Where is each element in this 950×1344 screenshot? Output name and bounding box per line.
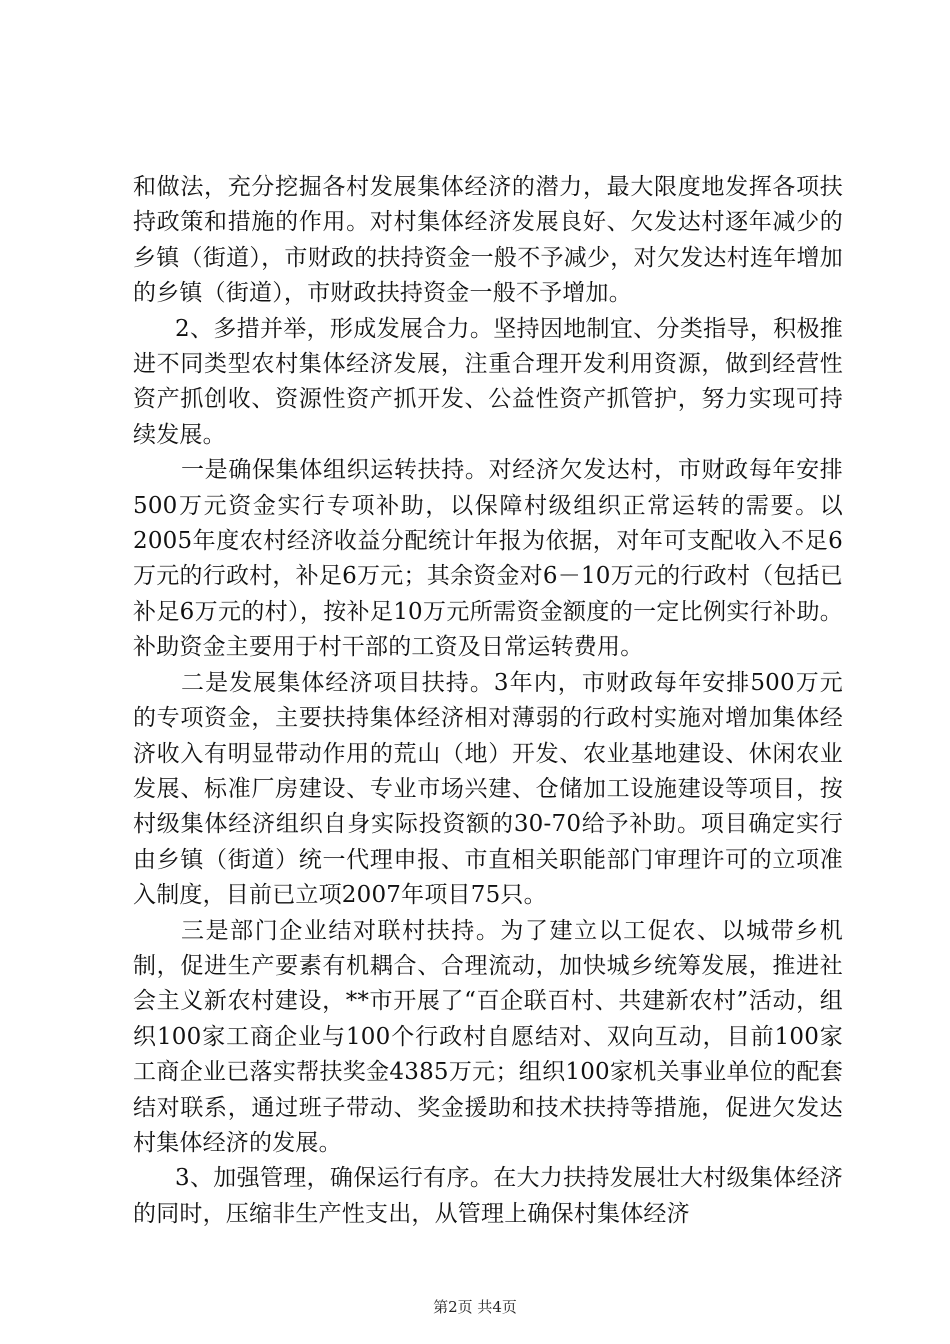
body-text: [133, 170, 843, 1232]
paragraph-continuation: 和做法，充分挖掘各村发展集体经济的潜力，最大限度地发挥各项扶持政策和措施的作用。对村集体经济发展良好、欠发达村逐年减少的乡镇（街道），市财政的扶持资金一般不予减少，对欠发达村连年增加的乡镇（街道），市财政扶持资金一般不予增加。: [133, 174, 843, 307]
page-footer: 第2页 共4页: [433, 1298, 517, 1316]
paragraph-section-3: 3、加强管理，确保运行有序。在大力扶持发展壮大村级集体经济的同时，压缩非生产性支出，从管理上确保村集体经济: [133, 1165, 843, 1227]
paragraph-section-2: 2、多措并举，形成发展合力。坚持因地制宜、分类指导，积极推进不同类型农村集体经济发展，注重合理开发利用资源，做到经营性资产抓创收、资源性资产抓开发、公益性资产抓管护，努力实现可持续发展。: [133, 315, 843, 448]
paragraph-item-1: 一是确保集体组织运转扶持。对经济欠发达村，市财政每年安排500万元资金实行专项补助，以保障村级组织正常运转的需要。以2005年度农村经济收益分配统计年报为依据，对年可支配收入不足6万元的行政村，补足6万元；其余资金对6－10万元的行政村（包括已补足6万元的村），按补足10万元所需资金额度的一定比例实行补助。补助资金主要用于村干部的工资及日常运转费用。: [133, 457, 843, 661]
paragraph-item-3: 三是部门企业结对联村扶持。为了建立以工促农、以城带乡机制，促进生产要素有机耦合、合理流动，加快城乡统筹发展，推进社会主义新农村建设，**市开展了“百企联百村、共建新农村”活动，组织100家工商企业与100个行政村自愿结对、双向互动，目前100家工商企业已落实帮扶奖金4385万元；组织100家机关事业单位的配套结对联系，通过班子带动、奖金援助和技术扶持等措施，促进欠发达村集体经济的发展。: [133, 917, 843, 1156]
paragraph-item-2: 二是发展集体经济项目扶持。3年内，市财政每年安排500万元的专项资金，主要扶持集体经济相对薄弱的行政村实施对增加集体经济收入有明显带动作用的荒山（地）开发、农业基地建设、休闲农业发展、标准厂房建设、专业市场兴建、仓储加工设施建设等项目，按村级集体经济组织自身实际投资额的30-70给予补助。项目确定实行由乡镇（街道）统一代理申报、市直相关职能部门审理许可的立项准入制度，目前已立项2007年项目75只。: [133, 669, 843, 909]
